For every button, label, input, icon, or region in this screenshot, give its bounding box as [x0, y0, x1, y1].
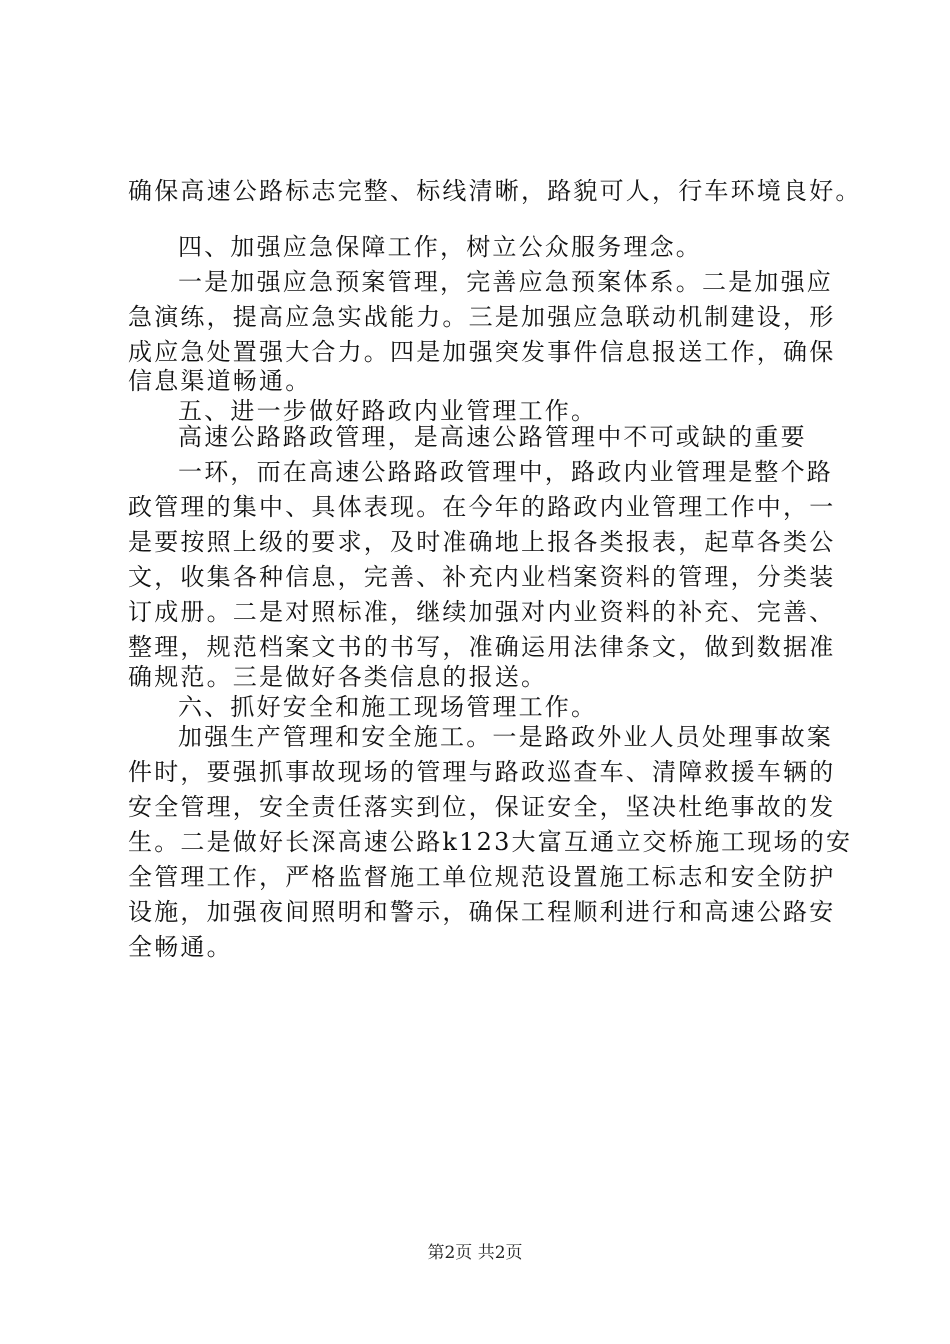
- paragraph-line: 件时，要强抓事故现场的管理与路政巡查车、清障救援车辆的: [128, 758, 836, 786]
- paragraph-line: 文，收集各种信息，完善、补充内业档案资料的管理，分类装: [128, 563, 836, 591]
- paragraph-line: 一是加强应急预案管理，完善应急预案体系。二是加强应: [178, 268, 833, 296]
- section-heading: 五、进一步做好路政内业管理工作。: [178, 397, 598, 425]
- paragraph-line: 高速公路路政管理，是高速公路管理中不可或缺的重要: [178, 423, 807, 451]
- paragraph-line: 成应急处置强大合力。四是加强突发事件信息报送工作，确保: [128, 338, 836, 366]
- paragraph-line: 生。二是做好长深高速公路k123大富互通立交桥施工现场的安: [128, 828, 853, 856]
- paragraph-line: 信息渠道畅通。: [128, 367, 312, 395]
- section-heading: 六、抓好安全和施工现场管理工作。: [178, 693, 598, 721]
- paragraph-line: 全管理工作，严格监督施工单位规范设置施工标志和安全防护: [128, 863, 836, 891]
- page-footer: 第2页 共2页: [427, 1243, 523, 1263]
- paragraph-line: 政管理的集中、具体表现。在今年的路政内业管理工作中，一: [128, 493, 836, 521]
- paragraph-line: 设施，加强夜间照明和警示，确保工程顺利进行和高速公路安: [128, 898, 836, 926]
- paragraph-line: 一环，而在高速公路路政管理中，路政内业管理是整个路: [178, 458, 833, 486]
- paragraph-line: 全畅通。: [128, 933, 233, 961]
- section-heading: 四、加强应急保障工作，树立公众服务理念。: [178, 233, 702, 261]
- paragraph-line: 是要按照上级的要求，及时准确地上报各类报表，起草各类公: [128, 528, 836, 556]
- paragraph-line: 整理，规范档案文书的书写，准确运用法律条文，做到数据准: [128, 633, 836, 661]
- paragraph-line: 安全管理，安全责任落实到位，保证安全，坚决杜绝事故的发: [128, 793, 836, 821]
- paragraph-line: 加强生产管理和安全施工。一是路政外业人员处理事故案: [178, 723, 833, 751]
- paragraph-line: 急演练，提高应急实战能力。三是加强应急联动机制建设，形: [128, 303, 836, 331]
- paragraph-line: 确规范。三是做好各类信息的报送。: [128, 663, 548, 691]
- paragraph-line: 订成册。二是对照标准，继续加强对内业资料的补充、完善、: [128, 598, 836, 626]
- paragraph-line: 确保高速公路标志完整、标线清晰，路貌可人，行车环境良好。: [128, 177, 862, 205]
